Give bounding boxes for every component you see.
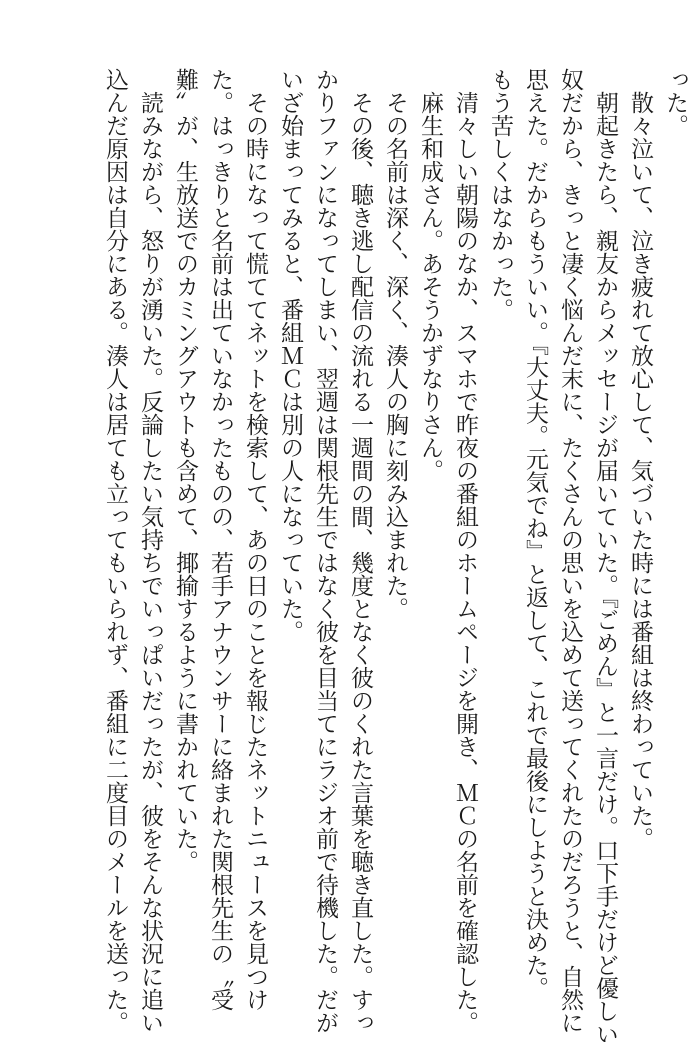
text-line: 込んだ原因は自分にある。湊人は居ても立ってもいられず、番組に二度目のメールを送った。 bbox=[102, 68, 128, 1034]
text-line: もう苦しくはなかった。 bbox=[487, 68, 513, 321]
vertical-text-body bbox=[42, 68, 692, 1046]
text-line: 難〟が、生放送でのカミングアウトも含めて、揶揄するように書かれていた。 bbox=[172, 68, 198, 873]
text-line: その後、聴き逃し配信の流れる一週間の間、幾度となく彼のくれた言葉を聴き直した。すっ bbox=[347, 68, 373, 1034]
text-line: った。 bbox=[662, 68, 688, 137]
text-line: かりファンになってしまい、翌週は関根先生ではなく彼を目当てにラジオ前で待機した。だが bbox=[312, 68, 338, 1034]
text-line: 思えた。だからもういい。『大丈夫。元気でね』と返して、これで最後にしようと決めた。 bbox=[522, 68, 548, 1000]
text-line: その時になって慌ててネットを検索して、あの日のことを報じたネットニュースを見つけ bbox=[242, 68, 268, 1011]
text-line: 読みながら、怒りが湧いた。反論したい気持ちでいっぱいだったが、彼をそんな状況に追い bbox=[137, 68, 163, 1034]
text-line: 朝起きたら、親友からメッセージが届いていた。『ごめん』と一言だけ。口下手だけど優しい bbox=[592, 68, 618, 1046]
text-line: 清々しい朝陽のなか、スマホで昨夜の番組のホームページを開き、ＭＣの名前を確認した。 bbox=[452, 68, 478, 1034]
text-line: その名前は深く、深く、湊人の胸に刻み込まれた。 bbox=[382, 68, 408, 620]
text-line: いざ始まってみると、番組ＭＣは別の人になっていた。 bbox=[277, 68, 303, 643]
text-line: 散々泣いて、泣き疲れて放心して、気づいた時には番組は終わっていた。 bbox=[627, 68, 653, 850]
text-line: た。はっきりと名前は出ていなかったものの、若手アナウンサーに絡まれた関根先生の〝受 bbox=[207, 68, 233, 1011]
text-line: 麻生和成さん。あそうかずなりさん。 bbox=[417, 68, 443, 482]
text-line: 奴だから、きっと凄く悩んだ末に、たくさんの思いを込めて送ってくれたのだろうと、自然に bbox=[557, 68, 583, 1034]
